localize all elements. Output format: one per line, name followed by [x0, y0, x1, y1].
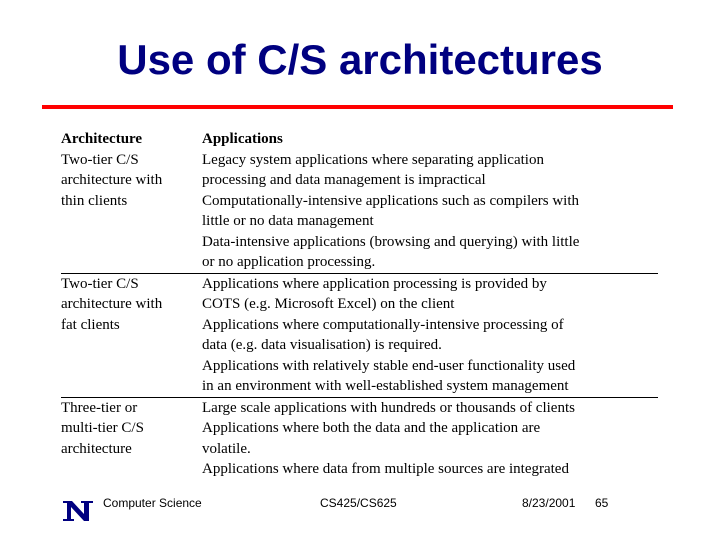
header-applications: Applications	[202, 131, 283, 147]
applications-cell	[202, 398, 658, 480]
cell-line: architecture with	[61, 172, 163, 188]
cell-line: Two-tier C/S	[61, 151, 139, 168]
cell-line: little or no data management	[202, 213, 374, 229]
cell-line: thin clients	[61, 192, 128, 209]
cell-line: Applications where computationally-intensive processing of	[202, 316, 564, 333]
cell-line: Large scale applications with hundreds or thousands of clients	[202, 399, 575, 416]
cell-line: architecture with	[61, 296, 163, 312]
footer-department: Computer Science	[103, 496, 202, 510]
cell-line: or no application processing.	[202, 254, 376, 270]
table-header-row	[61, 129, 658, 150]
cell-line: processing and data management is impractical	[202, 172, 486, 188]
table-row	[61, 274, 658, 398]
header-architecture: Architecture	[61, 131, 143, 147]
university-logo-icon	[60, 498, 96, 524]
cell-line: Three-tier or	[61, 399, 138, 416]
cell-line: Applications where data from multiple sources are integrated	[202, 461, 569, 477]
cell-line: Computationally-intensive applications such as compilers with	[202, 192, 580, 209]
architecture-cell	[61, 398, 202, 480]
footer-course: CS425/CS625	[320, 496, 397, 510]
footer-date: 8/23/2001	[522, 496, 576, 510]
cell-line: data (e.g. data visualisation) is required.	[202, 337, 442, 353]
cell-line: volatile.	[202, 440, 251, 457]
cell-line: multi-tier C/S	[61, 420, 144, 436]
cell-line: Applications where application processing is provided by	[202, 275, 547, 292]
cell-line: COTS (e.g. Microsoft Excel) on the client	[202, 296, 455, 312]
architecture-cell	[61, 150, 202, 273]
cell-line: architecture	[61, 440, 132, 457]
architecture-table	[61, 129, 658, 480]
cell-line: Legacy system applications where separating application	[202, 151, 544, 168]
footer-page-number: 65	[595, 496, 609, 510]
applications-cell	[202, 150, 658, 273]
cell-line: Applications where both the data and the application are	[202, 420, 541, 436]
cell-line: Data-intensive applications (browsing and querying) with little	[202, 233, 580, 250]
slide-title: Use of C/S architectures	[117, 36, 603, 83]
table-row	[61, 398, 658, 480]
title-divider	[42, 105, 673, 109]
cell-line: fat clients	[61, 316, 120, 333]
applications-cell	[202, 274, 658, 397]
cell-line: in an environment with well-established system management	[202, 378, 569, 394]
cell-line: Two-tier C/S	[61, 275, 139, 292]
architecture-cell	[61, 274, 202, 397]
table-row	[61, 150, 658, 274]
cell-line: Applications with relatively stable end-user functionality used	[202, 357, 576, 374]
